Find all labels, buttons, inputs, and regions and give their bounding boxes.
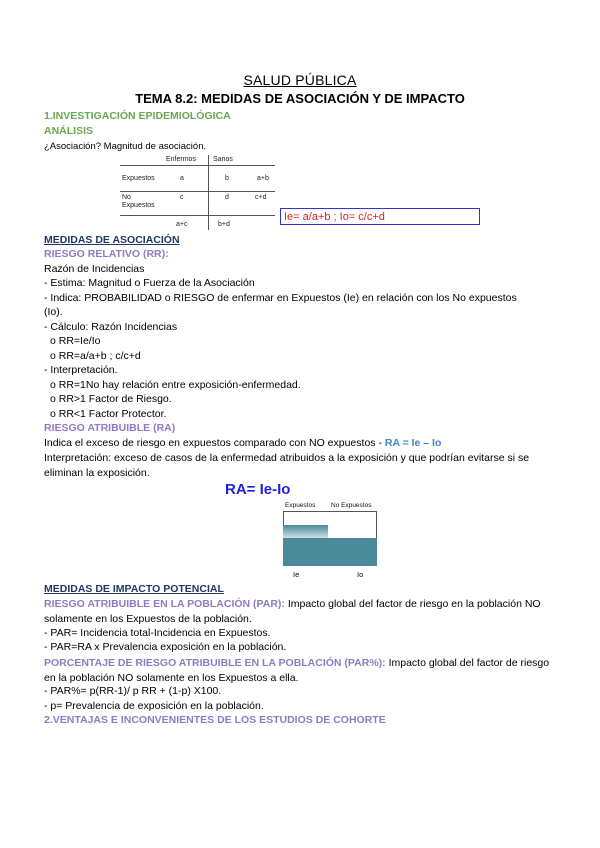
impacto-heading: MEDIDAS DE IMPACTO POTENCIAL bbox=[44, 583, 224, 595]
contingency-table bbox=[120, 155, 275, 230]
ra-label-no-expuestos: No Expuestos bbox=[331, 502, 372, 509]
rr-line: o RR<1 Factor Protector. bbox=[50, 408, 167, 420]
col-enfermos: Enfermos bbox=[166, 156, 196, 163]
incidence-formula-box: Ie= a/a+b ; Io= c/c+d bbox=[280, 208, 480, 225]
row-no: No bbox=[122, 194, 131, 201]
page-title: SALUD PÚBLICA bbox=[243, 72, 357, 88]
ra-excess-bar bbox=[283, 525, 328, 538]
rr-line: - Estima: Magnitud o Fuerza de la Asociación bbox=[44, 277, 255, 289]
par-line: - PAR=RA x Prevalencia exposición en la población. bbox=[44, 641, 287, 653]
ra-definition bbox=[44, 437, 441, 449]
par-heading: RIESGO ATRIBUIBLE EN LA POBLACIÓN (PAR): bbox=[44, 598, 285, 610]
par-text: Impacto global del factor de riesgo en la población NO solamente en los Expuestos de la población. bbox=[44, 598, 541, 625]
ra-label-io: Io bbox=[357, 570, 364, 579]
cell-a: a bbox=[180, 175, 184, 182]
cell-cd: c+d bbox=[255, 194, 267, 201]
parp-paragraph bbox=[44, 656, 559, 686]
rr-line: o RR=1No hay relación entre exposición-enfermedad. bbox=[50, 379, 301, 391]
rr-line: - Interpretación. bbox=[44, 364, 118, 376]
par-line: - PAR= Incidencia total-Incidencia en Expuestos. bbox=[44, 627, 271, 639]
association-question: ¿Asociación? Magnitud de asociación. bbox=[44, 141, 207, 152]
parp-line: - p= Prevalencia de exposición en la población. bbox=[44, 700, 264, 712]
rr-line: o RR=Ie/Io bbox=[50, 335, 101, 347]
cell-bd: b+d bbox=[218, 221, 230, 228]
ra-inline-formula: RA = Ie – Io bbox=[384, 437, 442, 449]
ra-definition-text: Indica el exceso de riesgo en expuestos comparado con NO expuestos - bbox=[44, 437, 385, 449]
ra-heading: RIESGO ATRIBUIBLE (RA) bbox=[44, 422, 176, 434]
row-no-expuestos: Expuestos bbox=[122, 202, 155, 209]
section2-heading: 2.VENTAJAS E INCONVENIENTES DE LOS ESTUDIOS DE COHORTE bbox=[44, 714, 386, 726]
asociacion-heading: MEDIDAS DE ASOCIACIÓN bbox=[44, 234, 180, 246]
rr-heading: RIESGO RELATIVO (RR): bbox=[44, 248, 169, 260]
cell-ab: a+b bbox=[257, 175, 269, 182]
parp-heading: PORCENTAJE DE RIESGO ATRIBUIBLE EN LA POBLACIÓN (PAR%): bbox=[44, 657, 386, 669]
row-expuestos: Expuestos bbox=[122, 175, 155, 182]
rr-line: - Cálculo: Razón Incidencias bbox=[44, 321, 178, 333]
col-sanos: Sanos bbox=[213, 156, 233, 163]
cell-b: b bbox=[225, 175, 229, 182]
parp-line: - PAR%= p(RR-1)/ p RR + (1-p) X100. bbox=[44, 685, 222, 697]
rr-line: (Io). bbox=[44, 306, 63, 318]
rr-line: - Indica: PROBABILIDAD o RIESGO de enfermar en Expuestos (Ie) en relación con los No expuestos bbox=[44, 292, 517, 304]
cell-d: d bbox=[225, 194, 229, 201]
rr-line: Razón de Incidencias bbox=[44, 263, 145, 275]
ra-label-expuestos: Expuestos bbox=[285, 502, 316, 509]
ra-figure-title: RA= Ie-Io bbox=[225, 481, 291, 498]
par-paragraph bbox=[44, 597, 559, 627]
page-subtitle: TEMA 8.2: MEDIDAS DE ASOCIACIÓN Y DE IMPACTO bbox=[135, 91, 465, 106]
ra-label-ie: Ie bbox=[293, 570, 300, 579]
analysis-heading: ANÁLISIS bbox=[44, 125, 94, 137]
rr-line: o RR>1 Factor de Riesgo. bbox=[50, 393, 172, 405]
section1-heading: 1.INVESTIGACIÓN EPIDEMIOLÓGICA bbox=[44, 110, 231, 122]
cell-ac: a+c bbox=[176, 221, 188, 228]
rr-line: o RR=a/a+b ; c/c+d bbox=[50, 350, 141, 362]
parp-text: Impacto global del factor de riesgo en la población NO solamente en los Expuestos a ella. bbox=[44, 657, 550, 684]
ra-figure bbox=[283, 502, 378, 582]
ra-interpretation: Interpretación: exceso de casos de la enfermedad atribuidos a la exposición y que podrían evitarse si se eliminan la exposición. bbox=[44, 452, 530, 479]
cell-c: c bbox=[180, 194, 184, 201]
ra-base-bar bbox=[283, 538, 377, 566]
